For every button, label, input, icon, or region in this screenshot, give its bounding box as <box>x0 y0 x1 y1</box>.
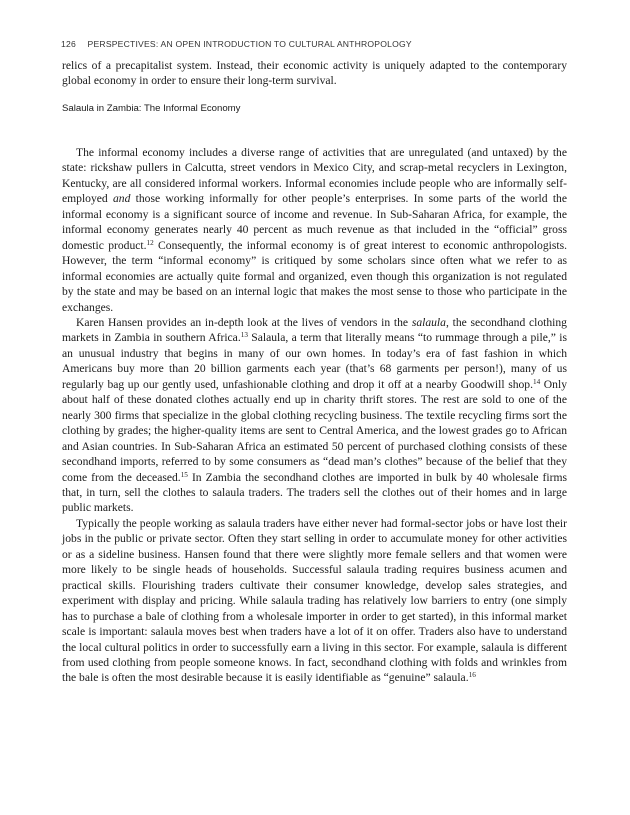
paragraph-text: The informal economy includes a diverse range of activities that are unregulated (and untaxed) by the state: rickshaw pullers in Calcutta, street vendors in Mexico City, and scrap-metal recyclers in Lexington, Kentucky, are all considered informal workers. Informal economies include people who are informally self-employed <box>62 146 567 206</box>
paragraph-text: Salaula, a term that literally means “to rummage through a pile,” is an unusual industry that begins in many of our own homes. In today’s era of fast fashion in which Americans buy more than 20 billion garments each year (that’s 68 garments per person!), many of us regularly bag up our gently used, unfashionable clothing and drop it off at a nearby Goodwill shop. <box>62 331 568 391</box>
paragraph-text: , the secondhand clothing markets in Zambia in southern Africa. <box>62 315 567 345</box>
footnote-ref: 16 <box>468 671 476 680</box>
footnote-ref: 15 <box>180 470 188 479</box>
emphasis-text: and <box>113 192 131 206</box>
paragraph-text: Karen Hansen provides an in-depth look at the lives of vendors in the <box>76 315 412 329</box>
paragraph-text: those working informally for other people’s enterprises. In some parts of the world the informal economy is a significant source of income and revenue. In Sub-Saharan Africa, for example, the informal economy generates nearly 40 percent as much revenue as that included in the “official” gross domestic product. <box>62 192 567 252</box>
main-text <box>62 145 567 686</box>
paragraph-informal-economy <box>62 145 567 315</box>
paragraph-text: Typically the people working as salaula traders have either never had formal-sector jobs or have lost their jobs in the public or private sector. Often they start selling in order to accumulate money for other activities or as a sideline business. Hansen found that there were slightly more female sellers and that women were more likely to be single heads of households. Successful salaula trading requires business acumen and practical skills. Flourishing traders cultivate their consumer knowledge, develop sales strategies, and experiment with display and pricing. While salaula trading has relatively low barriers to entry (one simply has to purchase a bale of clothing from a wholesale importer in order to get started), in this informal market scale is important: salaula moves best when traders have a lot of it on offer. Traders also have to understand the local cultural politics in order to successfully earn a living in this sector. For example, salaula is different from used clothing from people someone knows. In fact, secondhand clothing with folds and wrinkles from the bale is often the most desirable because it is easily identifiable as “genuine” salaula. <box>62 516 567 685</box>
intro-text: relics of a precapitalist system. Instead, their economic activity is uniquely adapted to the contemporary global economy in order to ensure their long-term survival. <box>62 59 567 88</box>
section-heading: Salaula in Zambia: The Informal Economy <box>62 103 241 114</box>
footnote-ref: 12 <box>146 238 154 247</box>
emphasis-text: salaula <box>411 315 446 329</box>
paragraph-salaula-traders <box>62 516 567 686</box>
paragraph-text: Only about half of these donated clothes actually end up in charity thrift stores. The rest are sold to one of the nearly 300 firms that specialize in the global clothing recycling business. The textile recycling firms sort the clothing by grades; the higher-quality items are sent to Central America, and the lowest grades go to African and Asian countries. In Sub-Saharan Africa an estimated 50 percent of purchased clothing consists of these secondhand imports, referred to by some consumers as “dead man’s clothes” because of the belief that they come from the deceased. <box>62 377 567 484</box>
running-header <box>61 39 412 49</box>
running-title: PERSPECTIVES: AN OPEN INTRODUCTION TO CULTURAL ANTHROPOLOGY <box>87 39 412 49</box>
paragraph-text: Consequently, the informal economy is of great interest to economic anthropologists. However, the term “informal economy” is critiqued by some scholars since often what we refer to as informal economies are actually quite formal and organized, even though this organization is not regulated by the state and may be based on an internal logic that makes the most sense to those who participate in the exchanges. <box>62 238 567 314</box>
intro-paragraph <box>62 58 567 89</box>
footnote-ref: 13 <box>240 331 248 340</box>
footnote-ref: 14 <box>533 377 541 386</box>
page-number: 126 <box>61 39 76 49</box>
paragraph-karen-hansen <box>62 315 567 516</box>
paragraph-text: In Zambia the secondhand clothes are imported in bulk by 40 wholesale firms that, in turn, sell the clothes to salaula traders. The traders sell the clothes out of their homes and in large public markets. <box>62 470 567 515</box>
